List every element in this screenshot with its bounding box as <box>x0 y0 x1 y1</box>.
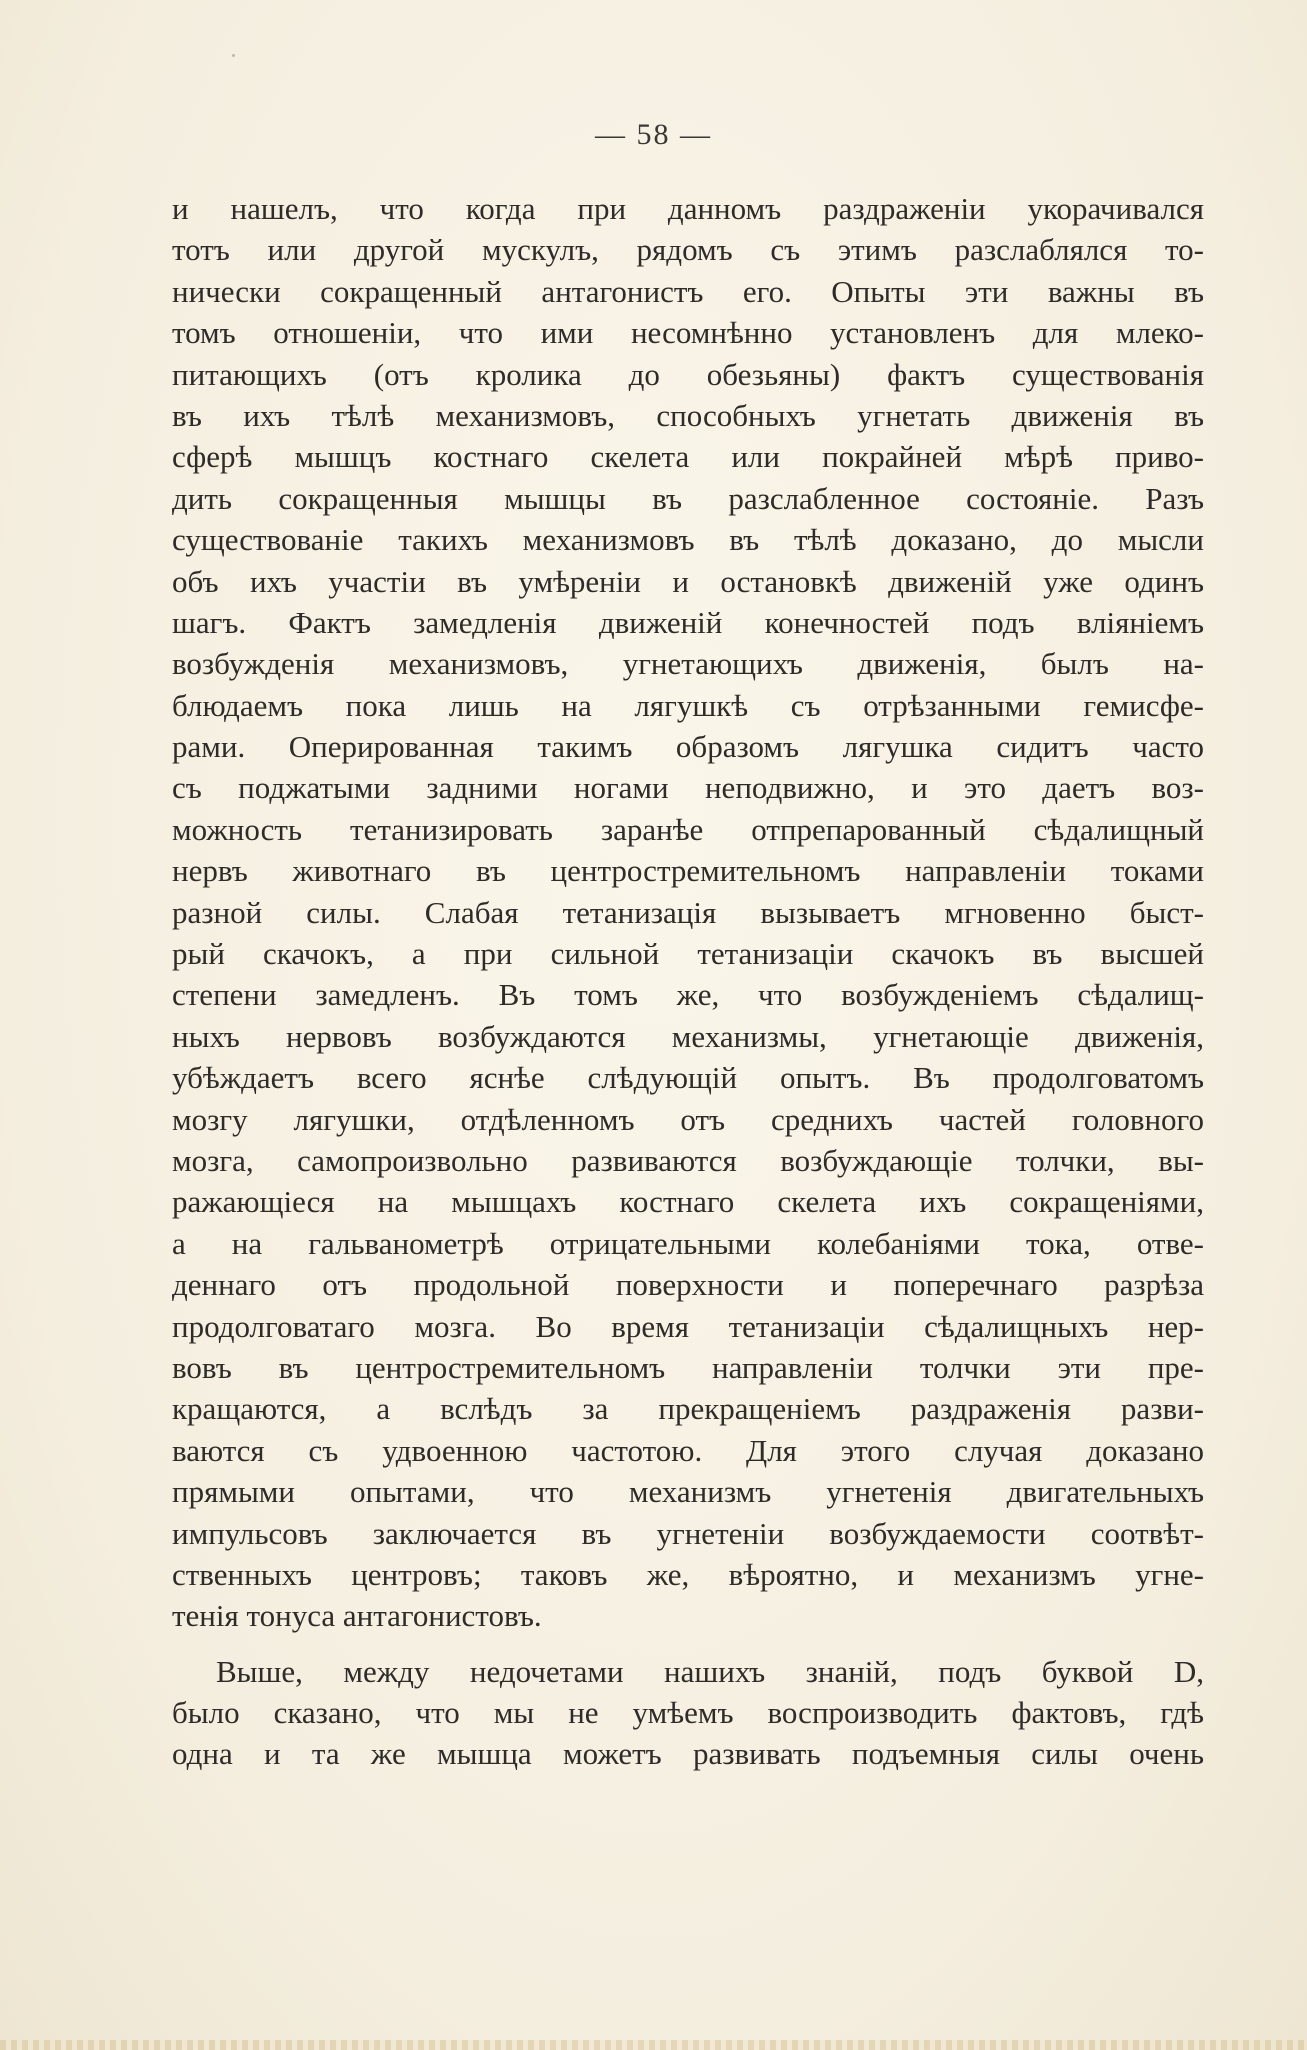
text-line: возбужденія механизмовъ, угнетающихъ движенія, былъ на- <box>172 646 1204 682</box>
page-number: — 58 — <box>595 118 712 151</box>
text-line: рами. Оперированная такимъ образомъ лягушка сидитъ часто <box>172 729 1204 765</box>
text-line: существованіе такихъ механизмовъ въ тѣлѣ доказано, до мысли <box>172 522 1204 558</box>
body-text <box>172 188 1204 1775</box>
text-line: вовъ въ центростремительномъ направленіи толчки эти пре- <box>172 1349 1204 1385</box>
text-line: сферѣ мышцъ костнаго скелета или покрайней мѣрѣ приво- <box>172 439 1204 475</box>
text-line: ваются съ удвоенною частотою. Для этого случая доказано <box>172 1432 1204 1468</box>
paragraph-gap <box>172 1637 1204 1651</box>
text-line: было сказано, что мы не умѣемъ воспроизводить фактовъ, гдѣ <box>172 1695 1204 1731</box>
text-line: разной силы. Слабая тетанизація вызываетъ мгновенно быст- <box>172 894 1204 930</box>
text-line: продолговатаго мозга. Во время тетанизаціи сѣдалищныхъ нер- <box>172 1308 1204 1344</box>
text-line: прямыми опытами, что механизмъ угнетенія двигательныхъ <box>172 1474 1204 1510</box>
text-line: дить сокращенныя мышцы въ разслабленное состояніе. Разъ <box>172 480 1204 516</box>
text-line: убѣждаетъ всего яснѣе слѣдующій опытъ. Въ продолговатомъ <box>172 1060 1204 1096</box>
text-line: мозгу лягушки, отдѣленномъ отъ среднихъ частей головного <box>172 1101 1204 1137</box>
text-line: и нашелъ, что когда при данномъ раздраженіи укорачивался <box>172 191 1204 226</box>
paragraph-2 <box>172 1651 1204 1775</box>
text-line: ственныхъ центровъ; таковъ же, вѣроятно, и механизмъ угне- <box>172 1556 1204 1592</box>
text-line: а на гальванометрѣ отрицательными колебаніями тока, отве- <box>172 1225 1204 1261</box>
text-line: въ ихъ тѣлѣ механизмовъ, способныхъ угнетать движенія въ <box>172 397 1204 433</box>
text-line: мозга, самопроизвольно развиваются возбуждающіе толчки, вы- <box>172 1142 1204 1178</box>
text-line: тенія тонуса антагонистовъ. <box>172 1598 542 1634</box>
text-line: нически сокращенный антагонистъ его. Опыты эти важны въ <box>172 273 1204 309</box>
paragraph-1 <box>172 188 1204 1637</box>
text-line: степени замедленъ. Въ томъ же, что возбужденіемъ сѣдалищ- <box>172 977 1204 1013</box>
text-line: съ поджатыми задними ногами неподвижно, и это даетъ воз- <box>172 770 1204 806</box>
text-line: одна и та же мышца можетъ развивать подъемныя силы очень <box>172 1736 1204 1772</box>
text-line: шагъ. Фактъ замедленія движеній конечностей подъ вліяніемъ <box>172 604 1204 640</box>
text-line: импульсовъ заключается въ угнетеніи возбуждаемости соотвѣт- <box>172 1515 1204 1551</box>
text-line: томъ отношеніи, что ими несомнѣнно установленъ для млеко- <box>172 315 1204 351</box>
text-line: питающихъ (отъ кролика до обезьяны) фактъ существованія <box>172 356 1204 392</box>
paper-speck <box>232 54 235 57</box>
text-line: ныхъ нервовъ возбуждаются механизмы, угнетающіе движенія, <box>172 1018 1204 1054</box>
text-line: деннаго отъ продольной поверхности и поперечнаго разрѣза <box>172 1267 1204 1303</box>
text-line: можность тетанизировать заранѣе отпрепарованный сѣдалищный <box>172 811 1204 847</box>
text-line: нервъ животнаго въ центростремительномъ направленіи токами <box>172 853 1204 889</box>
text-line: ражающіеся на мышцахъ костнаго скелета ихъ сокращеніями, <box>172 1184 1204 1220</box>
text-line: Выше, между недочетами нашихъ знаній, подъ буквой D, <box>216 1653 1204 1689</box>
text-line: кращаются, а вслѣдъ за прекращеніемъ раздраженія разви- <box>172 1391 1204 1427</box>
text-line: рый скачокъ, а при сильной тетанизаціи скачокъ въ высшей <box>172 936 1204 972</box>
text-line: тотъ или другой мускулъ, рядомъ съ этимъ разслаблялся то- <box>172 232 1204 268</box>
text-line: объ ихъ участіи въ умѣреніи и остановкѣ движеній уже одинъ <box>172 563 1204 599</box>
text-line: блюдаемъ пока лишь на лягушкѣ съ отрѣзанными гемисфе- <box>172 687 1204 723</box>
page-edge <box>0 2040 1307 2050</box>
